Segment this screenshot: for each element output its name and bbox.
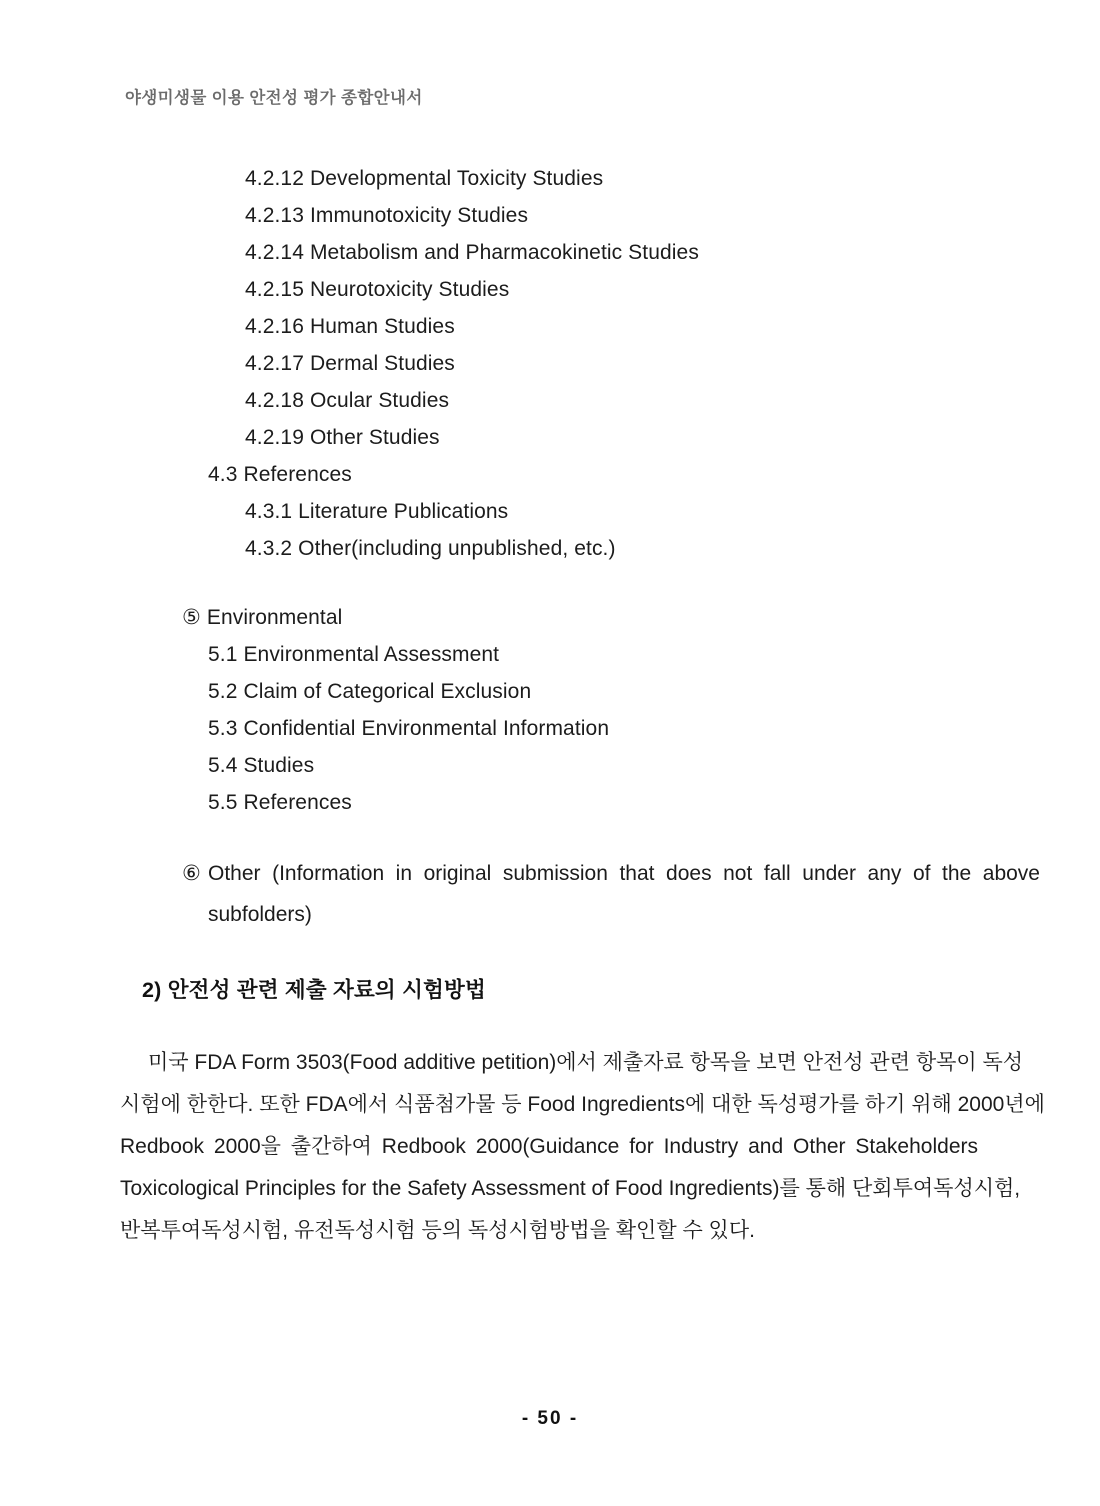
outline-item-label: Confidential Environmental Information <box>243 717 610 740</box>
outline-item-number: 5.2 <box>208 680 238 703</box>
outline-item-other <box>120 853 1040 935</box>
outline-item-label: References <box>243 791 352 814</box>
outline-item <box>120 784 980 821</box>
running-header: 야생미생물 이용 안전성 평가 종합안내서 <box>125 89 423 107</box>
outline-item <box>120 382 980 419</box>
outline-item-label: Ocular Studies <box>309 389 450 412</box>
outline-item-references <box>120 456 980 493</box>
paragraph-line: Toxicological Principles for the Safety Assessment of Food Ingredients)를 통해 단회투여독성시험, <box>120 1177 1021 1200</box>
outline-item-number: 4.3.1 <box>245 500 293 523</box>
outline-item-line: subfolders) <box>208 903 312 926</box>
outline-item <box>120 419 980 456</box>
outline-item-label: Claim of Categorical Exclusion <box>243 680 532 703</box>
outline-item-label: Neurotoxicity Studies <box>309 278 510 301</box>
outline-section-4-2 <box>120 160 980 567</box>
outline-item <box>120 160 980 197</box>
outline-item-label: Dermal Studies <box>309 352 455 375</box>
outline-section-5 <box>120 599 980 821</box>
page-number: - 50 - <box>521 1408 579 1429</box>
page-content <box>120 160 1045 1252</box>
outline-item <box>120 530 980 567</box>
outline-item-number: 4.3.2 <box>245 537 293 560</box>
outline-item-number: 5.3 <box>208 717 238 740</box>
outline-item <box>120 197 980 234</box>
group-spacer <box>120 821 980 853</box>
outline-item-label: Studies <box>243 754 315 777</box>
outline-item-label: Developmental Toxicity Studies <box>309 167 604 190</box>
group-spacer <box>120 1004 980 1036</box>
group-spacer <box>120 567 980 599</box>
body-paragraph <box>120 1042 1045 1252</box>
outline-item-number: 4.3 <box>208 463 238 486</box>
outline-item-number: 4.2.17 <box>245 352 304 375</box>
outline-item <box>120 673 980 710</box>
outline-item-label: Environmental <box>206 606 343 629</box>
outline-item <box>120 234 980 271</box>
outline-item-number: 4.2.15 <box>245 278 304 301</box>
outline-item-label: Literature Publications <box>298 500 509 523</box>
paragraph-line: 반복투여독성시험, 유전독성시험 등의 독성시험방법을 확인할 수 있다. <box>120 1219 755 1242</box>
outline-item-number: 4.2.16 <box>245 315 304 338</box>
group-spacer <box>120 935 980 967</box>
outline-item-number: 4.2.14 <box>245 241 304 264</box>
outline-item-label: Other(including unpublished, etc.) <box>298 537 616 560</box>
outline-item-label: Immunotoxicity Studies <box>309 204 529 227</box>
outline-item <box>120 308 980 345</box>
outline-item <box>120 747 980 784</box>
outline-item-number: 4.2.12 <box>245 167 304 190</box>
outline-item-label: Human Studies <box>309 315 455 338</box>
paragraph-line: Redbook 2000을 출간하여 Redbook 2000(Guidance for Industry and Other Stakeholders <box>120 1135 978 1158</box>
outline-item-number: 4.2.13 <box>245 204 304 227</box>
outline-item <box>120 345 980 382</box>
outline-item-label: Environmental Assessment <box>243 643 500 666</box>
outline-item-number: 5.1 <box>208 643 238 666</box>
outline-item-label: Metabolism and Pharmacokinetic Studies <box>309 241 699 264</box>
outline-item-number: 4.2.18 <box>245 389 304 412</box>
outline-item-label <box>182 853 1040 935</box>
outline-item-number: 5.5 <box>208 791 238 814</box>
outline-item <box>120 636 980 673</box>
outline-item <box>120 710 980 747</box>
outline-heading-environmental <box>120 599 980 636</box>
outline-item-number: 5.4 <box>208 754 238 777</box>
circled-number-5-icon: ⑤ <box>182 606 201 629</box>
outline-item-line: Other (Information in original submission that does not fall under any of the above <box>208 862 1040 885</box>
section-heading: 2) 안전성 관련 제출 자료의 시험방법 <box>142 978 486 1002</box>
outline-item <box>120 493 980 530</box>
outline-item-number: 4.2.19 <box>245 426 304 449</box>
circled-number-6-icon: ⑥ <box>182 862 201 885</box>
outline-item <box>120 271 980 308</box>
outline-item-label: References <box>243 463 352 486</box>
paragraph-line: 시험에 한한다. 또한 FDA에서 식품첨가물 등 Food Ingredients에 대한 독성평가를 하기 위해 2000년에 <box>120 1093 1045 1116</box>
paragraph-line: 미국 FDA Form 3503(Food additive petition)에서 제출자료 항목을 보면 안전성 관련 항목이 독성 <box>148 1051 1024 1074</box>
outline-item-label: Other Studies <box>309 426 440 449</box>
